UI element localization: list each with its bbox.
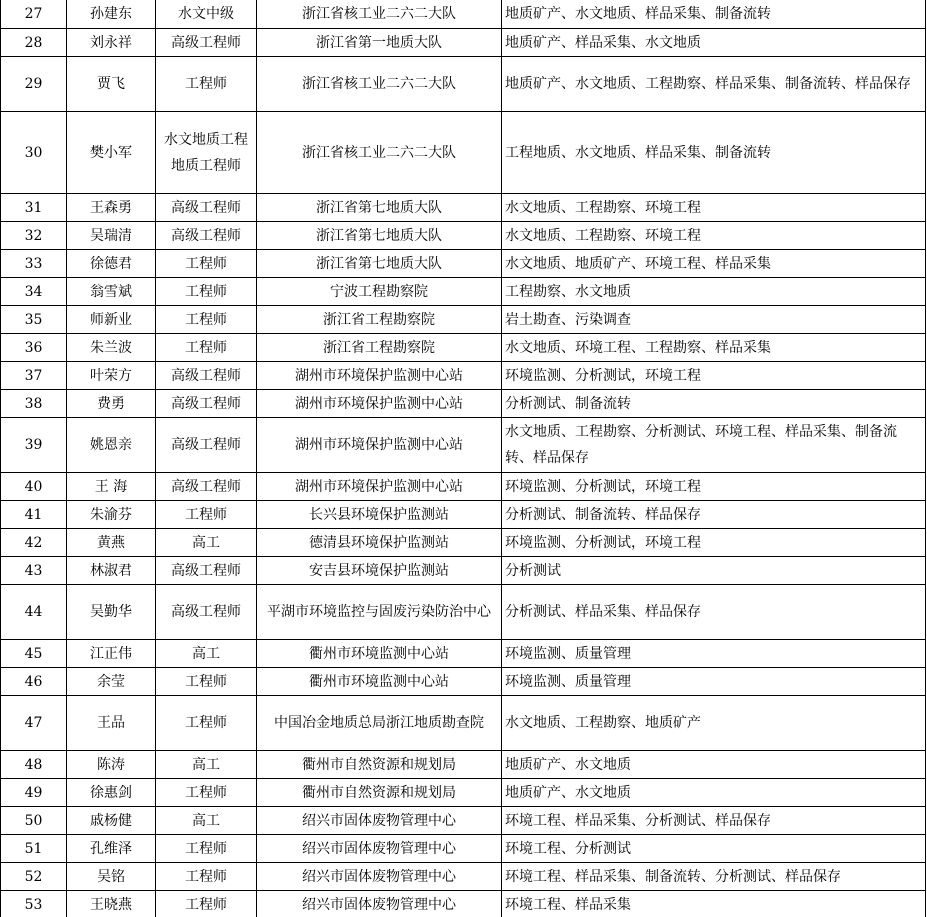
cell-specialty: 地质矿产、水文地质 [502, 751, 926, 779]
cell-unit: 浙江省第七地质大队 [257, 194, 502, 222]
cell-unit: 浙江省第七地质大队 [257, 222, 502, 250]
cell-number: 36 [1, 334, 67, 362]
cell-unit: 浙江省核工业二六二大队 [257, 57, 502, 112]
cell-title: 高级工程师 [156, 29, 257, 57]
table-row [1, 362, 926, 390]
cell-number: 42 [1, 529, 67, 557]
cell-unit: 绍兴市固体废物管理中心 [257, 891, 502, 917]
cell-unit: 湖州市环境保护监测中心站 [257, 390, 502, 418]
cell-specialty: 分析测试、制备流转 [502, 390, 926, 418]
cell-title: 高级工程师 [156, 194, 257, 222]
table-row [1, 29, 926, 57]
cell-number: 33 [1, 250, 67, 278]
cell-title: 高工 [156, 529, 257, 557]
cell-title: 工程师 [156, 334, 257, 362]
cell-unit: 湖州市环境保护监测中心站 [257, 418, 502, 473]
cell-name: 陈涛 [67, 751, 156, 779]
cell-number: 34 [1, 278, 67, 306]
cell-name: 徐德君 [67, 250, 156, 278]
cell-title: 高级工程师 [156, 362, 257, 390]
table-row [1, 668, 926, 696]
cell-unit: 安吉县环境保护监测站 [257, 557, 502, 585]
cell-specialty: 水文地质、工程勘察、分析测试、环境工程、样品采集、制备流转、样品保存 [502, 418, 926, 473]
cell-name: 朱渝芬 [67, 501, 156, 529]
cell-name: 江正伟 [67, 640, 156, 668]
cell-specialty: 环境监测、分析测试，环境工程 [502, 362, 926, 390]
cell-name: 姚恩亲 [67, 418, 156, 473]
table-row [1, 640, 926, 668]
cell-title: 高级工程师 [156, 473, 257, 501]
cell-title: 工程师 [156, 278, 257, 306]
cell-specialty: 环境监测、分析测试，环境工程 [502, 529, 926, 557]
table-row [1, 390, 926, 418]
table-row [1, 57, 926, 112]
cell-title: 工程师 [156, 696, 257, 751]
table-row [1, 557, 926, 585]
cell-specialty: 环境监测、质量管理 [502, 668, 926, 696]
cell-number: 50 [1, 807, 67, 835]
cell-unit: 衢州市自然资源和规划局 [257, 779, 502, 807]
cell-specialty: 水文地质、环境工程、工程勘察、样品采集 [502, 334, 926, 362]
cell-number: 48 [1, 751, 67, 779]
cell-number: 53 [1, 891, 67, 917]
cell-unit: 浙江省工程勘察院 [257, 334, 502, 362]
table-row [1, 835, 926, 863]
cell-number: 40 [1, 473, 67, 501]
cell-specialty: 水文地质、工程勘察、环境工程 [502, 194, 926, 222]
cell-number: 31 [1, 194, 67, 222]
cell-title: 工程师 [156, 250, 257, 278]
cell-number: 44 [1, 585, 67, 640]
cell-specialty: 环境工程、样品采集、分析测试、样品保存 [502, 807, 926, 835]
table-row [1, 222, 926, 250]
cell-number: 39 [1, 418, 67, 473]
table-row [1, 418, 926, 473]
cell-name: 王晓燕 [67, 891, 156, 917]
cell-specialty: 分析测试 [502, 557, 926, 585]
cell-unit: 衢州市自然资源和规划局 [257, 751, 502, 779]
cell-unit: 湖州市环境保护监测中心站 [257, 473, 502, 501]
table-row [1, 529, 926, 557]
cell-unit: 绍兴市固体废物管理中心 [257, 807, 502, 835]
cell-name: 戚杨健 [67, 807, 156, 835]
cell-number: 51 [1, 835, 67, 863]
cell-title: 高工 [156, 640, 257, 668]
cell-title: 工程师 [156, 863, 257, 891]
cell-name: 吴勤华 [67, 585, 156, 640]
cell-specialty: 工程勘察、水文地质 [502, 278, 926, 306]
cell-number: 41 [1, 501, 67, 529]
cell-name: 王 海 [67, 473, 156, 501]
cell-unit: 浙江省第一地质大队 [257, 29, 502, 57]
table-row [1, 334, 926, 362]
cell-name: 翁雪斌 [67, 278, 156, 306]
cell-specialty: 分析测试、样品采集、样品保存 [502, 585, 926, 640]
cell-unit: 长兴县环境保护监测站 [257, 501, 502, 529]
cell-unit: 衢州市环境监测中心站 [257, 668, 502, 696]
cell-title: 工程师 [156, 306, 257, 334]
table-row [1, 585, 926, 640]
cell-title: 高级工程师 [156, 418, 257, 473]
table-row [1, 891, 926, 917]
cell-title: 工程师 [156, 57, 257, 112]
cell-name: 孔维泽 [67, 835, 156, 863]
table-row [1, 807, 926, 835]
cell-specialty: 环境监测、分析测试，环境工程 [502, 473, 926, 501]
cell-title: 高级工程师 [156, 557, 257, 585]
cell-unit: 衢州市环境监测中心站 [257, 640, 502, 668]
table-row [1, 278, 926, 306]
cell-name: 徐惠剑 [67, 779, 156, 807]
cell-name: 林淑君 [67, 557, 156, 585]
cell-title: 工程师 [156, 891, 257, 917]
table-row [1, 751, 926, 779]
cell-specialty: 地质矿产、水文地质、工程勘察、样品采集、制备流转、样品保存 [502, 57, 926, 112]
cell-name: 贾飞 [67, 57, 156, 112]
cell-number: 27 [1, 0, 67, 29]
table-row [1, 250, 926, 278]
cell-specialty: 水文地质、工程勘察、环境工程 [502, 222, 926, 250]
cell-title: 高级工程师 [156, 222, 257, 250]
cell-title: 水文地质工程地质工程师 [156, 112, 257, 194]
cell-number: 30 [1, 112, 67, 194]
cell-specialty: 环境工程、样品采集 [502, 891, 926, 917]
cell-number: 32 [1, 222, 67, 250]
table-row [1, 0, 926, 29]
cell-specialty: 环境监测、质量管理 [502, 640, 926, 668]
cell-number: 52 [1, 863, 67, 891]
cell-specialty: 工程地质、水文地质、样品采集、制备流转 [502, 112, 926, 194]
cell-number: 38 [1, 390, 67, 418]
table-row [1, 696, 926, 751]
table-row [1, 863, 926, 891]
cell-name: 刘永祥 [67, 29, 156, 57]
cell-name: 吴瑞清 [67, 222, 156, 250]
cell-specialty: 水文地质、工程勘察、地质矿产 [502, 696, 926, 751]
cell-number: 37 [1, 362, 67, 390]
cell-specialty: 环境工程、样品采集、制备流转、分析测试、样品保存 [502, 863, 926, 891]
cell-unit: 中国冶金地质总局浙江地质勘查院 [257, 696, 502, 751]
cell-unit: 绍兴市固体废物管理中心 [257, 863, 502, 891]
cell-number: 46 [1, 668, 67, 696]
cell-title: 工程师 [156, 835, 257, 863]
cell-specialty: 水文地质、地质矿产、环境工程、样品采集 [502, 250, 926, 278]
table-row [1, 194, 926, 222]
cell-unit: 湖州市环境保护监测中心站 [257, 362, 502, 390]
cell-title: 高级工程师 [156, 585, 257, 640]
cell-specialty: 分析测试、制备流转、样品保存 [502, 501, 926, 529]
cell-name: 费勇 [67, 390, 156, 418]
cell-name: 王森勇 [67, 194, 156, 222]
cell-number: 49 [1, 779, 67, 807]
table-row [1, 306, 926, 334]
cell-name: 叶荣方 [67, 362, 156, 390]
cell-number: 28 [1, 29, 67, 57]
cell-unit: 平湖市环境监控与固废污染防治中心 [257, 585, 502, 640]
cell-name: 吴铭 [67, 863, 156, 891]
cell-name: 师新业 [67, 306, 156, 334]
cell-name: 黄燕 [67, 529, 156, 557]
table-row [1, 779, 926, 807]
cell-unit: 浙江省核工业二六二大队 [257, 0, 502, 29]
roster-body [1, 0, 926, 917]
cell-unit: 宁波工程勘察院 [257, 278, 502, 306]
cell-name: 王品 [67, 696, 156, 751]
cell-specialty: 地质矿产、样品采集、水文地质 [502, 29, 926, 57]
cell-title: 高级工程师 [156, 390, 257, 418]
cell-number: 29 [1, 57, 67, 112]
cell-unit: 浙江省工程勘察院 [257, 306, 502, 334]
cell-name: 孙建东 [67, 0, 156, 29]
cell-title: 工程师 [156, 779, 257, 807]
cell-unit: 绍兴市固体废物管理中心 [257, 835, 502, 863]
cell-number: 45 [1, 640, 67, 668]
table-row [1, 473, 926, 501]
cell-name: 余莹 [67, 668, 156, 696]
cell-title: 水文中级 [156, 0, 257, 29]
cell-title: 高工 [156, 807, 257, 835]
cell-specialty: 环境工程、分析测试 [502, 835, 926, 863]
cell-title: 高工 [156, 751, 257, 779]
cell-specialty: 地质矿产、水文地质 [502, 779, 926, 807]
cell-number: 47 [1, 696, 67, 751]
table-row [1, 501, 926, 529]
cell-number: 35 [1, 306, 67, 334]
cell-name: 朱兰波 [67, 334, 156, 362]
cell-specialty: 岩土勘查、污染调查 [502, 306, 926, 334]
cell-name: 樊小军 [67, 112, 156, 194]
cell-unit: 浙江省第七地质大队 [257, 250, 502, 278]
cell-title: 工程师 [156, 501, 257, 529]
cell-number: 43 [1, 557, 67, 585]
cell-unit: 德清县环境保护监测站 [257, 529, 502, 557]
cell-title: 工程师 [156, 668, 257, 696]
cell-unit: 浙江省核工业二六二大队 [257, 112, 502, 194]
cell-specialty: 地质矿产、水文地质、样品采集、制备流转 [502, 0, 926, 29]
table-row [1, 112, 926, 194]
